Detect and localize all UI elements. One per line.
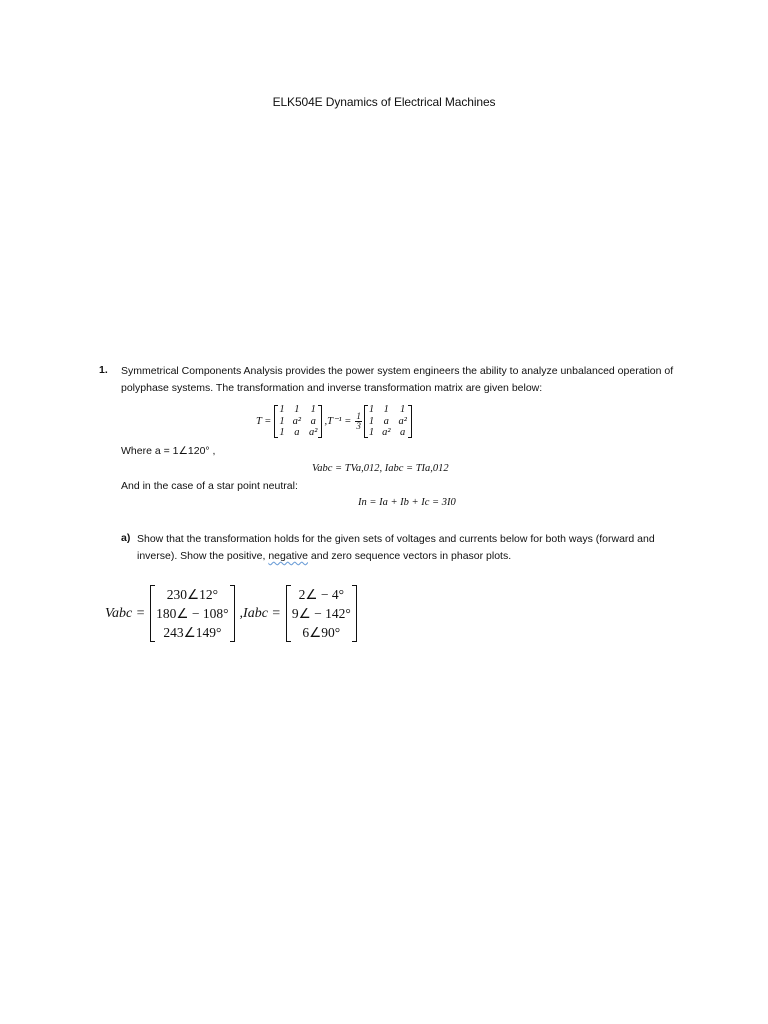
tinv-matrix-cell: 1: [368, 427, 375, 438]
t-matrix-cell: a²: [309, 427, 318, 438]
t-matrix-cell: a²: [292, 415, 302, 427]
t-matrix-cell: a: [294, 427, 300, 438]
one-third-fraction: $\frac{1}{3}$: [356, 410, 361, 431]
t-matrix-cell: 1: [279, 427, 285, 438]
voltage-current-relation: Vabc = TVa,012, Iabc = TIa,012: [312, 463, 449, 474]
t-matrix-cell: a: [310, 415, 316, 427]
tinv-matrix-cell: 1: [383, 404, 389, 415]
tinv-matrix-cell: 1: [368, 415, 375, 427]
iabc-c: 6∠90°: [302, 625, 341, 640]
spell-check-underline: negative: [268, 550, 309, 562]
vabc-label: Vabc =: [105, 605, 146, 621]
tinv-matrix-cell: 1: [400, 404, 406, 415]
question-number: 1.: [99, 364, 108, 376]
tinv-label: ,T⁻¹ =: [324, 416, 352, 428]
tinv-matrix-cell: a²: [382, 427, 391, 438]
given-values-equation: [105, 585, 359, 642]
transformation-equation: [256, 404, 412, 439]
t-matrix-cell: 1: [279, 404, 285, 415]
where-definition: Where a = 1∠120° ,: [121, 445, 216, 457]
vabc-a: 230∠12°: [166, 587, 218, 602]
iabc-b: 9∠ − 142°: [291, 606, 351, 621]
question-intro: Symmetrical Components Analysis provides the power system engineers the ability to analyze unbalanced operation of polyphase systems. The transformation and inverse transformation matrix are given below:: [121, 365, 674, 394]
t-matrix-cell: 1: [310, 404, 316, 415]
vabc-b: 180∠ − 108°: [156, 606, 229, 621]
star-point-text: And in the case of a star point neutral:: [121, 480, 298, 492]
iabc-a: 2∠ − 4°: [298, 587, 344, 602]
neutral-current-relation: In = Ia + Ib + Ic = 3I0: [358, 497, 456, 508]
vabc-vector: [150, 585, 234, 642]
tinv-matrix-cell: 1: [368, 404, 375, 415]
tinv-matrix-cell: a: [400, 427, 406, 438]
iabc-vector: [286, 585, 357, 642]
tinv-matrix-cell: a: [383, 415, 389, 427]
t-label: T =: [256, 415, 272, 427]
vabc-c: 243∠149°: [163, 625, 222, 640]
t-matrix-cell: 1: [294, 404, 300, 415]
t-matrix-cell: 1: [279, 415, 285, 427]
iabc-label: ,Iabc =: [239, 605, 281, 621]
tinv-matrix: [364, 404, 412, 439]
part-a-label: a): [121, 532, 131, 544]
t-matrix: [274, 404, 322, 439]
tinv-matrix-cell: a²: [398, 415, 407, 427]
part-a-text: Show that the transformation holds for the given sets of voltages and currents below for both ways (forward and inverse). Show the positive, negative and zero sequence vectors in phasor plots.: [137, 533, 655, 562]
document-title: ELK504E Dynamics of Electrical Machines: [272, 95, 496, 109]
